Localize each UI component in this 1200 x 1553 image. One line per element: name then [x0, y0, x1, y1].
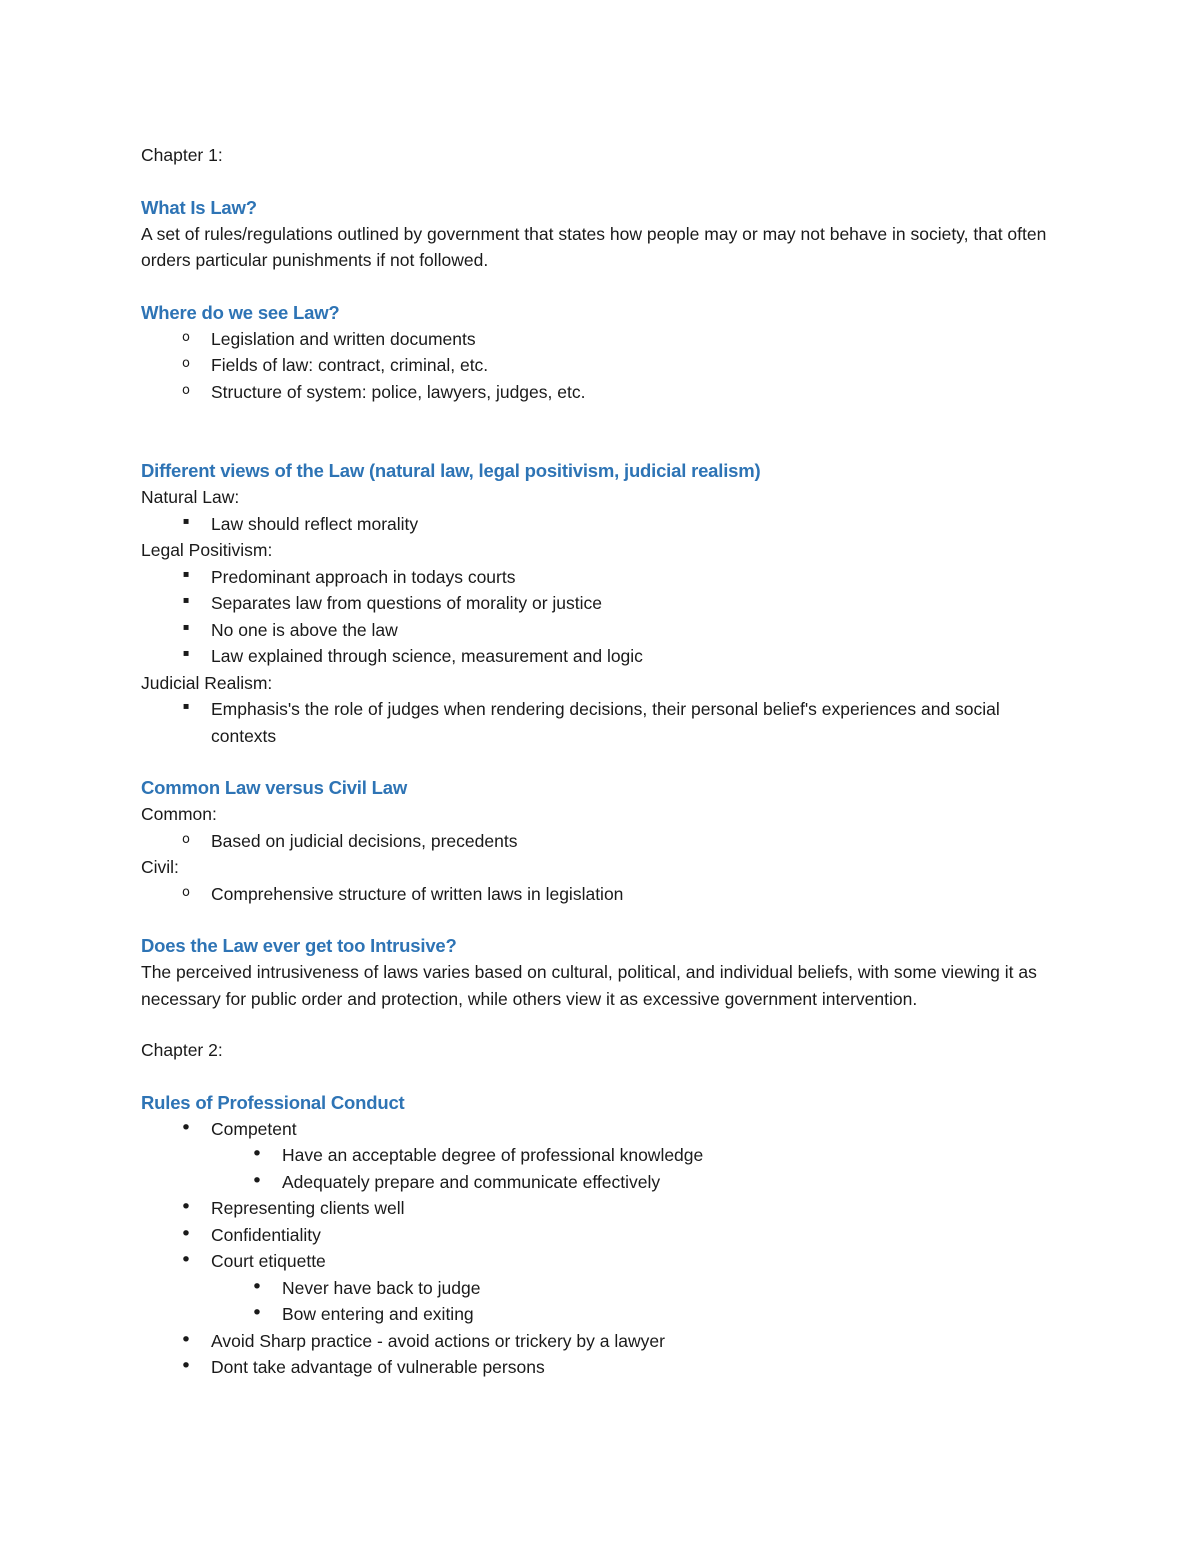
- list-item: • Never have back to judge: [141, 1275, 1061, 1302]
- list-item: • Confidentiality: [141, 1222, 1061, 1249]
- civil-law-list: [141, 881, 1061, 908]
- list-item: • Representing clients well: [141, 1195, 1061, 1222]
- what-is-law-body: A set of rules/regulations outlined by government that states how people may or may not behave in society, that often orders particular punishments if not followed.: [141, 223, 1047, 270]
- list-item: o Legislation and written documents: [141, 326, 1061, 353]
- list-item: • Bow entering and exiting: [141, 1301, 1061, 1328]
- list-item: ▪ Emphasis's the role of judges when rendering decisions, their personal belief's experiences and social contexts: [141, 696, 1061, 749]
- heading-where-law: Where do we see Law?: [141, 301, 340, 323]
- natural-law-label: Natural Law:: [141, 487, 240, 507]
- natural-law-list: [141, 511, 1061, 538]
- chapter-2-heading: Chapter 2:: [141, 1040, 223, 1060]
- square-bullet-icon: ▪: [182, 515, 190, 527]
- heading-common-vs-civil: Common Law versus Civil Law: [141, 777, 408, 798]
- judicial-realism-label: Judicial Realism:: [141, 672, 273, 693]
- circle-bullet-icon: o: [182, 831, 190, 847]
- common-law-list: [141, 828, 1061, 855]
- dot-bullet-icon: •: [251, 1169, 263, 1192]
- heading-views-of-law: Different views of the Law (natural law, legal positivism, judicial realism): [141, 460, 761, 481]
- list-item: • Court etiquette: [141, 1248, 1061, 1275]
- square-bullet-icon: ▪: [182, 621, 190, 633]
- list-item: o Structure of system: police, lawyers, judges, etc.: [141, 379, 1061, 406]
- dot-bullet-icon: •: [180, 1249, 192, 1271]
- circle-bullet-icon: o: [182, 382, 190, 398]
- circle-bullet-icon: o: [182, 884, 190, 900]
- heading-intrusive: Does the Law ever get too Intrusive?: [141, 935, 457, 956]
- dot-bullet-icon: •: [180, 1328, 192, 1351]
- professional-conduct-list: [141, 1116, 1061, 1143]
- list-item: o Fields of law: contract, criminal, etc.: [141, 352, 1061, 379]
- competent-sublist: [141, 1142, 1061, 1195]
- list-item: ▪ Law explained through science, measurement and logic: [141, 643, 1061, 670]
- dot-bullet-icon: •: [180, 1222, 192, 1245]
- dot-bullet-icon: •: [180, 1196, 192, 1218]
- list-item: o Based on judicial decisions, precedents: [141, 828, 1061, 855]
- square-bullet-icon: ▪: [182, 568, 190, 580]
- square-bullet-icon: ▪: [182, 648, 190, 659]
- list-item: • Dont take advantage of vulnerable persons: [141, 1354, 1061, 1381]
- intrusive-body: The perceived intrusiveness of laws varies based on cultural, political, and individual beliefs, with some viewing it as necessary for public order and protection, while others view it as excessive government intervention.: [141, 962, 1037, 1009]
- chapter-1-heading: Chapter 1:: [141, 145, 223, 165]
- list-item: ▪ Law should reflect morality: [141, 511, 1061, 538]
- list-item: ▪ No one is above the law: [141, 617, 1061, 644]
- list-item: ▪ Predominant approach in todays courts: [141, 564, 1061, 591]
- legal-positivism-label: Legal Positivism:: [141, 540, 273, 560]
- dot-bullet-icon: •: [180, 1355, 192, 1377]
- document-content: [141, 142, 1061, 1381]
- list-item: • Competent: [141, 1116, 1061, 1143]
- common-law-label: Common:: [141, 804, 217, 824]
- dot-bullet-icon: •: [251, 1275, 263, 1298]
- square-bullet-icon: ▪: [182, 701, 190, 712]
- dot-bullet-icon: •: [251, 1302, 263, 1324]
- heading-what-is-law: What Is Law?: [141, 196, 257, 218]
- list-item: • Avoid Sharp practice - avoid actions or trickery by a lawyer: [141, 1328, 1061, 1355]
- list-item: ▪ Separates law from questions of morality or justice: [141, 590, 1061, 617]
- list-item: o Comprehensive structure of written laws in legislation: [141, 881, 1061, 908]
- professional-conduct-list-end: [141, 1328, 1061, 1381]
- civil-law-label: Civil:: [141, 857, 179, 877]
- list-item: • Have an acceptable degree of professional knowledge: [141, 1142, 1061, 1169]
- professional-conduct-list-cont: [141, 1195, 1061, 1275]
- circle-bullet-icon: o: [182, 329, 190, 345]
- court-etiquette-sublist: [141, 1275, 1061, 1328]
- heading-professional-conduct: Rules of Professional Conduct: [141, 1091, 405, 1113]
- legal-positivism-list: [141, 564, 1061, 670]
- judicial-realism-list: [141, 696, 1061, 749]
- list-item: • Adequately prepare and communicate effectively: [141, 1169, 1061, 1196]
- dot-bullet-icon: •: [251, 1143, 263, 1165]
- circle-bullet-icon: o: [182, 356, 190, 371]
- where-law-list: [141, 326, 1061, 406]
- dot-bullet-icon: •: [180, 1116, 192, 1139]
- square-bullet-icon: ▪: [182, 595, 190, 606]
